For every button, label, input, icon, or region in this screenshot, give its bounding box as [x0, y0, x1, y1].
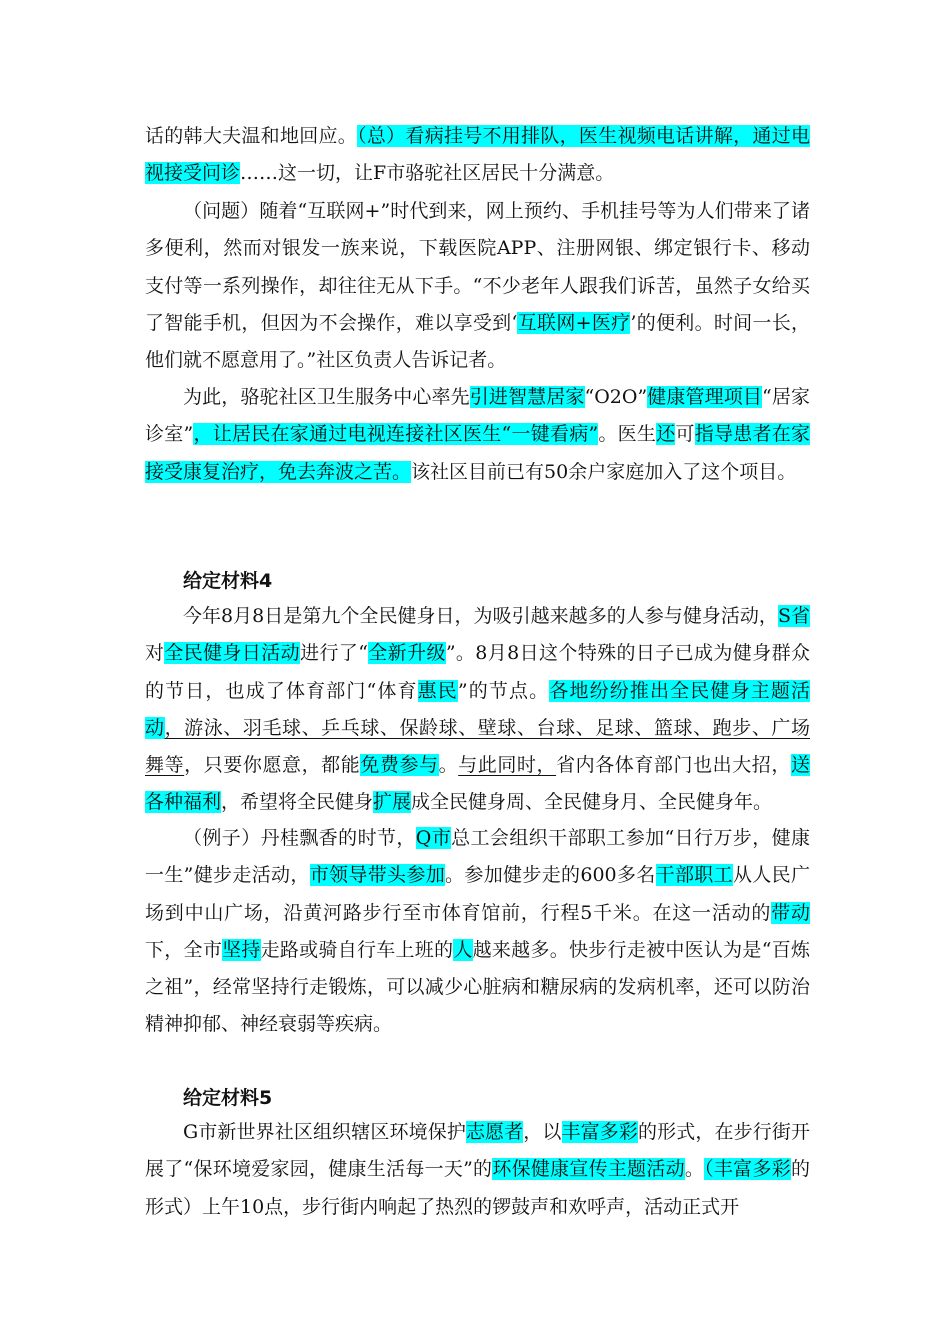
text-run: ，希望将全民健身 — [221, 791, 374, 814]
text-run: 下，全市 — [145, 938, 223, 961]
text-run: 进行了“ — [300, 642, 368, 665]
highlighted-text: 引进智慧居家 — [469, 386, 585, 408]
paragraph-5 — [145, 820, 810, 1044]
underlined-text: ，游泳、羽毛球、乒乓球、保龄球、壁球、台球、足球、篮球、跑步、广场舞等 — [145, 716, 810, 777]
highlighted-text: 环保健康宣传主题活动 — [492, 1158, 685, 1181]
highlighted-text: 全新升级 — [367, 642, 446, 665]
text-run: 为此，骆驼社区卫生服务中心率先 — [183, 386, 470, 408]
highlighted-text: （丰富多彩 — [704, 1158, 791, 1181]
highlighted-text: 带动 — [771, 901, 810, 924]
text-run: “O2O” — [584, 386, 648, 408]
text-run: 省内各体育部门也出大招， — [556, 754, 791, 777]
text-run: （问题）随着“互联网+”时代到来，网上预约、手机挂号等为人们带来了诸多便利，然而对银发一族来说，下载医院APP、注册网银、绑定银行卡、移动支付等一系列操作，却往往无从下手。“不少老年人跟我们诉苦，虽然子女给买了智能手机，但因为不会操作，难以享受到‘ — [145, 200, 810, 334]
section-heading-5: 给定材料5 — [183, 1087, 273, 1109]
text-run: 话的韩大夫温和地回应。 — [145, 125, 358, 147]
paragraph-1 — [145, 118, 810, 193]
text-run: G市新世界社区组织辖区环境保护 — [183, 1121, 466, 1143]
highlighted-text: （总）看病挂号不用排队，医生视频电话讲解，通过电视接受问诊 — [145, 125, 810, 185]
text-run: 对 — [145, 642, 165, 665]
highlighted-text: 丰富多彩 — [561, 1121, 639, 1143]
text-run: ’的便利。时间一长，他们就不愿意用了。”社区负责人告诉记者。 — [145, 311, 810, 372]
highlighted-text: 送各种福利 — [145, 754, 810, 814]
text-run: 走路或骑自行车上班的 — [260, 938, 454, 961]
paragraph-2 — [145, 193, 810, 379]
paragraph-4 — [145, 598, 810, 822]
section-heading-4: 给定材料4 — [183, 570, 273, 592]
highlighted-text: 市领导带头参加 — [309, 864, 446, 887]
highlighted-text: S省 — [777, 605, 810, 627]
highlighted-text: 志愿者 — [465, 1121, 524, 1143]
text-run: “居家诊室” — [145, 386, 810, 446]
text-run: ”的节点。 — [457, 679, 550, 702]
highlighted-text: 全民健身日活动 — [164, 642, 301, 665]
highlighted-text: 免费参与 — [360, 754, 439, 777]
text-run: 总工会组织干部职工参加“日行万步，健康一生”健步走活动， — [145, 827, 810, 887]
text-run: 可 — [675, 423, 695, 446]
text-run: ，以 — [523, 1121, 562, 1143]
text-run: 今年8月8日是第九个全民健身日，为吸引越来越多的人参与健身活动， — [183, 605, 778, 627]
text-run: ”。8月8日这个特殊的日子已成为健身群众的节日，也成了体育部门“体育 — [145, 642, 810, 702]
text-run: 。医生 — [598, 423, 657, 446]
text-run: 成全民健身周、全民健身月、全民健身年。 — [411, 791, 773, 814]
text-run: 的形式，在步行街开展了“保环境爱家园，健康生活每一天”的 — [145, 1121, 810, 1181]
highlighted-text: 坚持 — [222, 938, 261, 961]
highlighted-text: 惠民 — [417, 679, 458, 702]
highlighted-text: 健康管理项目 — [647, 386, 763, 408]
text-run: （例子）丹桂飘香的时节， — [183, 827, 416, 849]
highlighted-text: 人 — [453, 938, 473, 961]
highlighted-text: 还 — [656, 423, 676, 446]
text-run: 。 — [684, 1158, 705, 1181]
text-run: ……这一切，让F市骆驼社区居民十分满意。 — [240, 162, 615, 185]
highlighted-text: ，让居民在家通过电视连接社区医生“一键看病” — [193, 423, 599, 446]
text-run: 从人民广场到中山广场，沿黄河路步行至市体育馆前，行程5千米。在这一活动的 — [145, 864, 810, 924]
highlighted-text: 扩展 — [373, 791, 412, 814]
text-run: 越来越多。快步行走被中医认为是“百炼之祖”，经常坚持行走锻炼，可以减少心脏病和糖尿病的发病机率，还可以防治精神抑郁、神经衰弱等疾病。 — [145, 938, 810, 1036]
highlighted-text: 干部职工 — [655, 864, 733, 887]
text-run: 该社区目前已有50余户家庭加入了这个项目。 — [411, 460, 797, 483]
paragraph-3 — [145, 379, 810, 491]
highlighted-text: 各地纷纷推出全民健身主题活动 — [145, 679, 810, 739]
underlined-text: 与此同时， — [458, 754, 557, 777]
paragraph-6 — [145, 1114, 810, 1226]
text-run: 。 — [438, 754, 459, 777]
text-run: ，只要你愿意，都能 — [184, 754, 361, 777]
text-run: 。参加健步走的600多名 — [445, 864, 656, 887]
text-run: 的形式）上午10点，步行街内响起了热烈的锣鼓声和欢呼声，活动正式开 — [145, 1158, 810, 1218]
highlighted-text: 指导患者在家接受康复治疗，免去奔波之苦。 — [145, 423, 810, 483]
highlighted-text: Q市 — [415, 827, 452, 849]
highlighted-text: 互联网+医疗 — [517, 311, 631, 334]
